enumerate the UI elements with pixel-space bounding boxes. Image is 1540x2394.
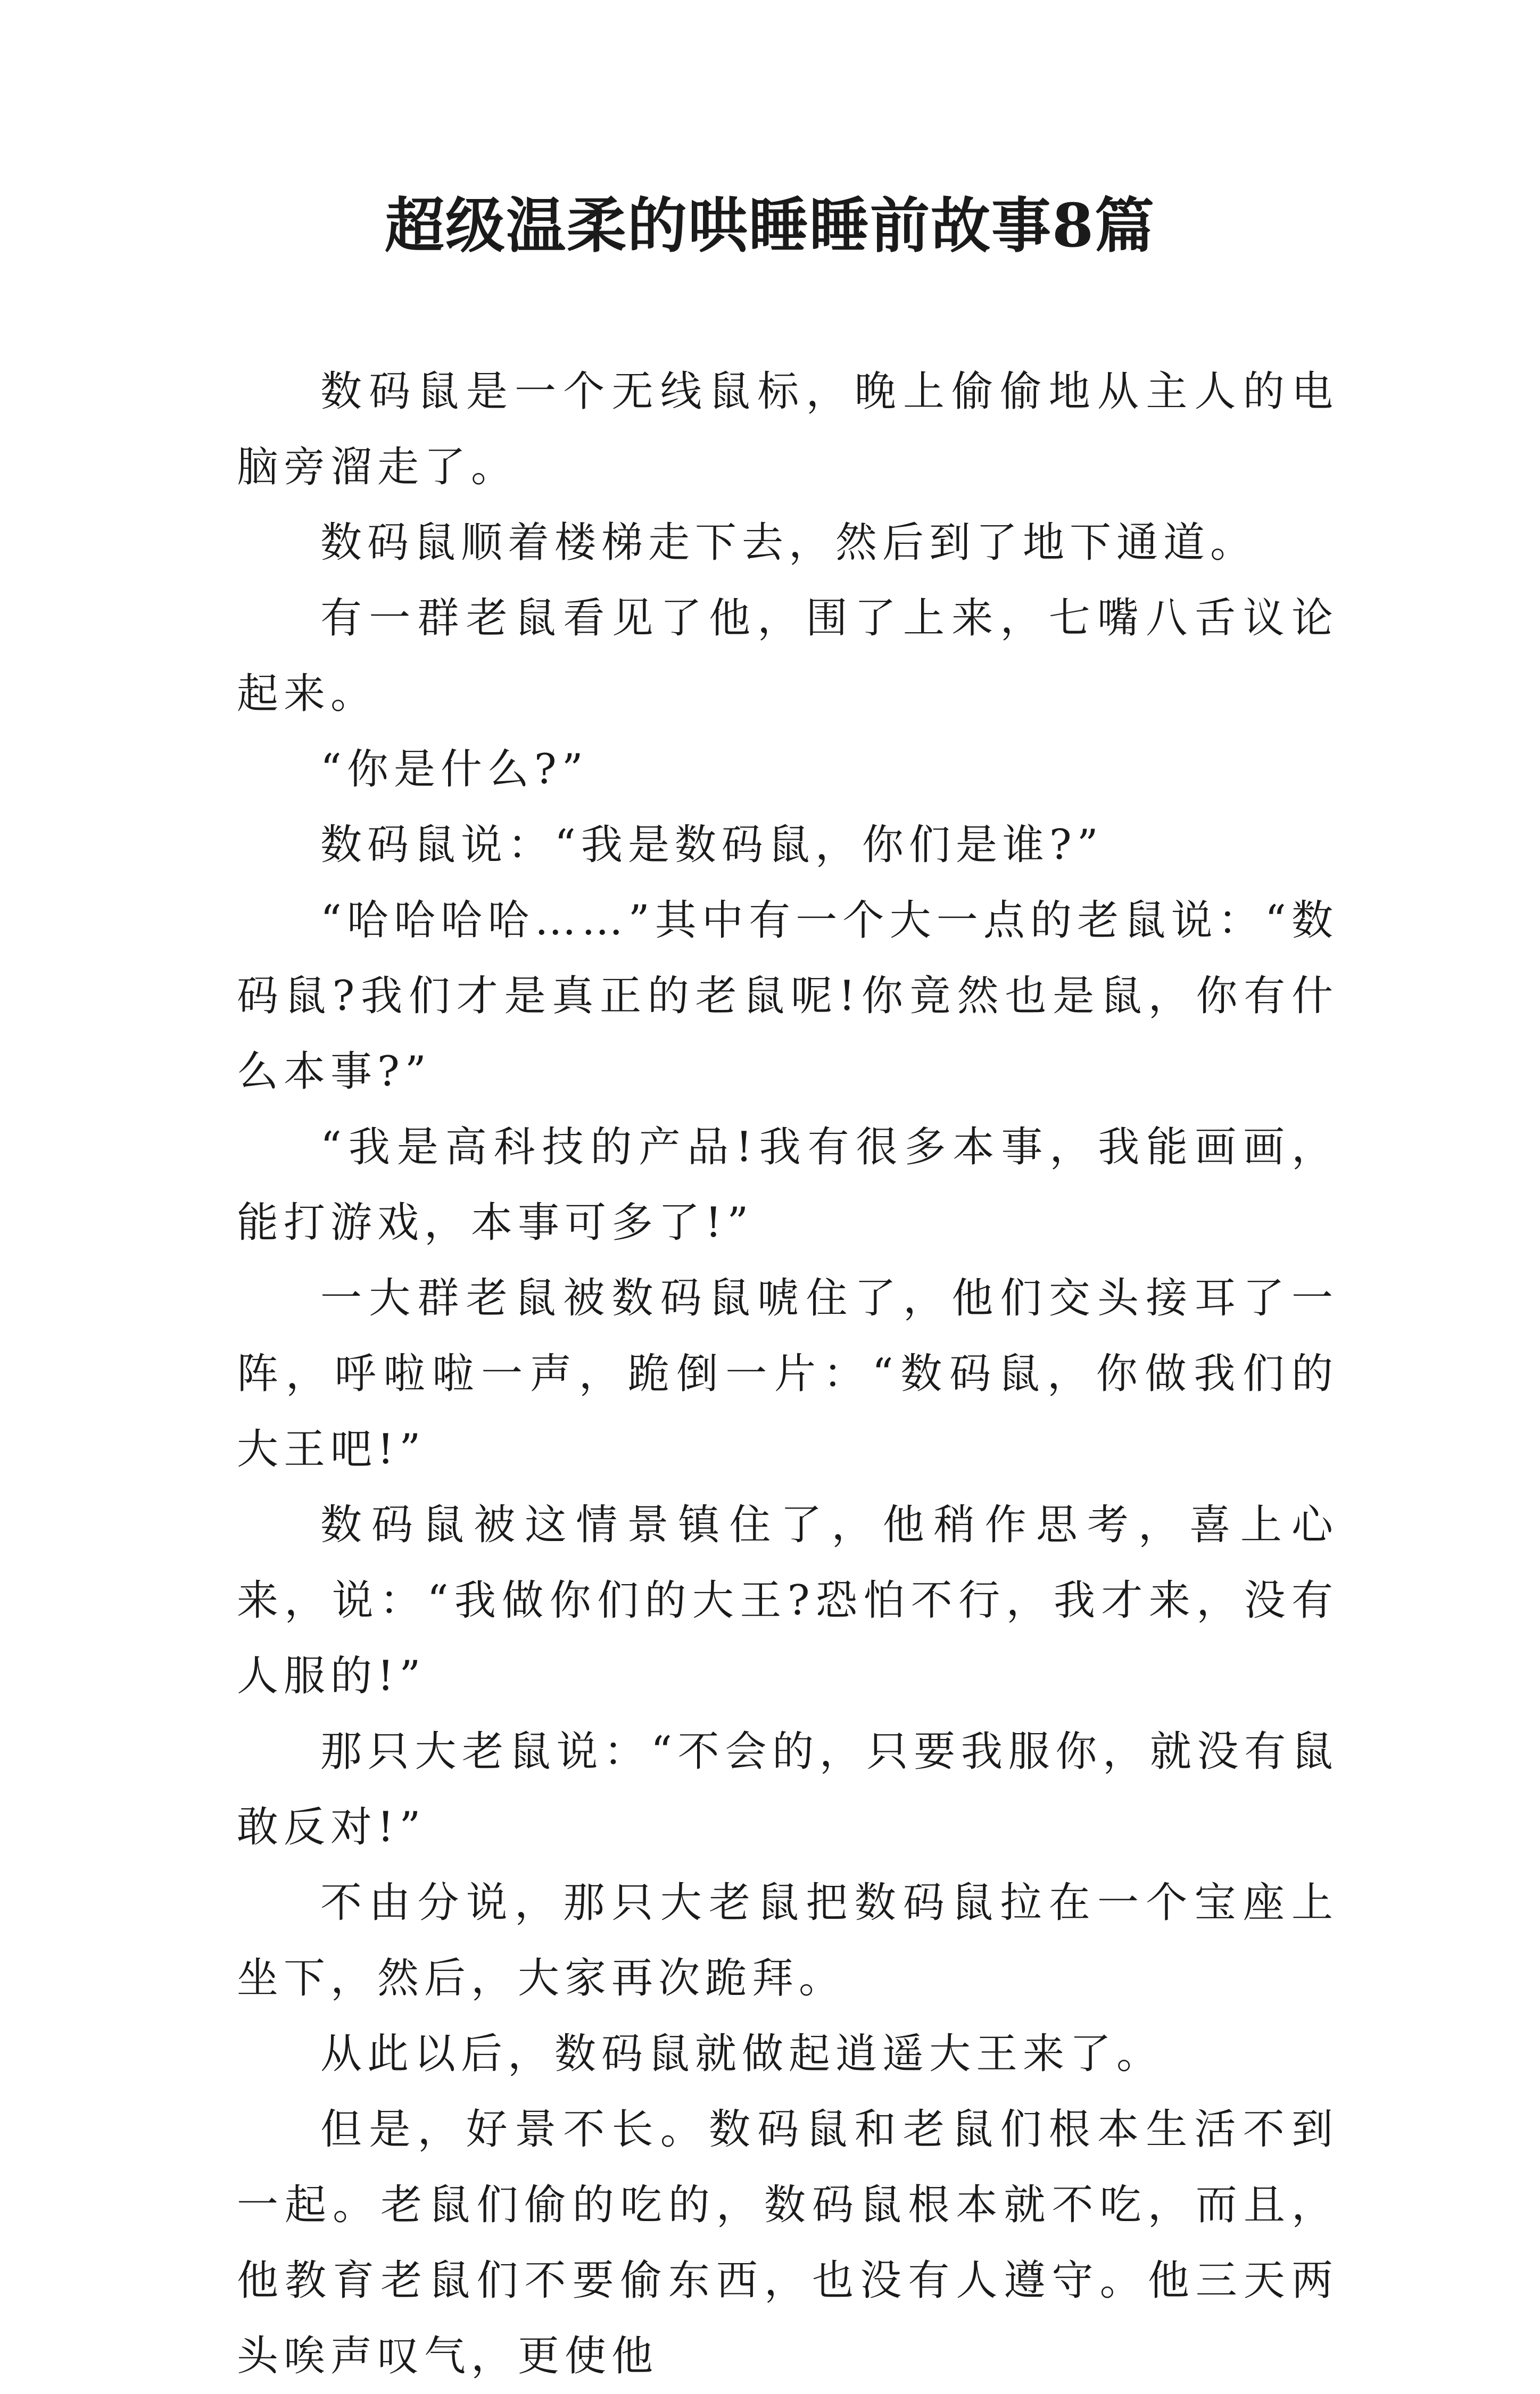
document-body bbox=[237, 354, 1338, 2394]
paragraph-9: 数码鼠被这情景镇住了，他稍作思考，喜上心来，说：“我做你们的大王?恐怕不行，我才来，没有人服的!” bbox=[237, 1501, 1338, 1700]
paragraph-13: 但是，好景不长。数码鼠和老鼠们根本生活不到一起。老鼠们偷的吃的，数码鼠根本就不吃，而且，他教育老鼠们不要偷东西，也没有人遵守。他三天两头唉声叹气，更使他 bbox=[237, 2106, 1338, 2380]
paragraph-4: “你是什么?” bbox=[320, 745, 589, 793]
paragraph-1: 数码鼠是一个无线鼠标，晚上偷偷地从主人的电脑旁溜走了。 bbox=[237, 368, 1338, 491]
paragraph-6: “哈哈哈哈……”其中有一个大一点的老鼠说：“数码鼠?我们才是真正的老鼠呢!你竟然也是鼠，你有什么本事?” bbox=[237, 897, 1338, 1096]
paragraph-5: 数码鼠说：“我是数码鼠，你们是谁?” bbox=[320, 821, 1104, 869]
paragraph-10: 那只大老鼠说：“不会的，只要我服你，就没有鼠敢反对!” bbox=[237, 1728, 1338, 1851]
paragraph-8: 一大群老鼠被数码鼠唬住了，他们交头接耳了一阵，呼啦啦一声，跪倒一片：“数码鼠，你做我们的大王吧!” bbox=[237, 1274, 1338, 1473]
paragraph-3: 有一群老鼠看见了他，围了上来，七嘴八舌议论起来。 bbox=[237, 594, 1338, 718]
paragraph-11: 不由分说，那只大老鼠把数码鼠拉在一个宝座上坐下，然后，大家再次跪拜。 bbox=[237, 1879, 1338, 2002]
paragraph-2: 数码鼠顺着楼梯走下去，然后到了地下通道。 bbox=[320, 519, 1257, 567]
paragraph-7: “我是高科技的产品!我有很多本事，我能画画，能打游戏，本事可多了!” bbox=[237, 1123, 1338, 1247]
document-title: 超级温柔的哄睡睡前故事8篇 bbox=[385, 191, 1155, 261]
paragraph-12: 从此以后，数码鼠就做起逍遥大王来了。 bbox=[320, 2030, 1164, 2078]
